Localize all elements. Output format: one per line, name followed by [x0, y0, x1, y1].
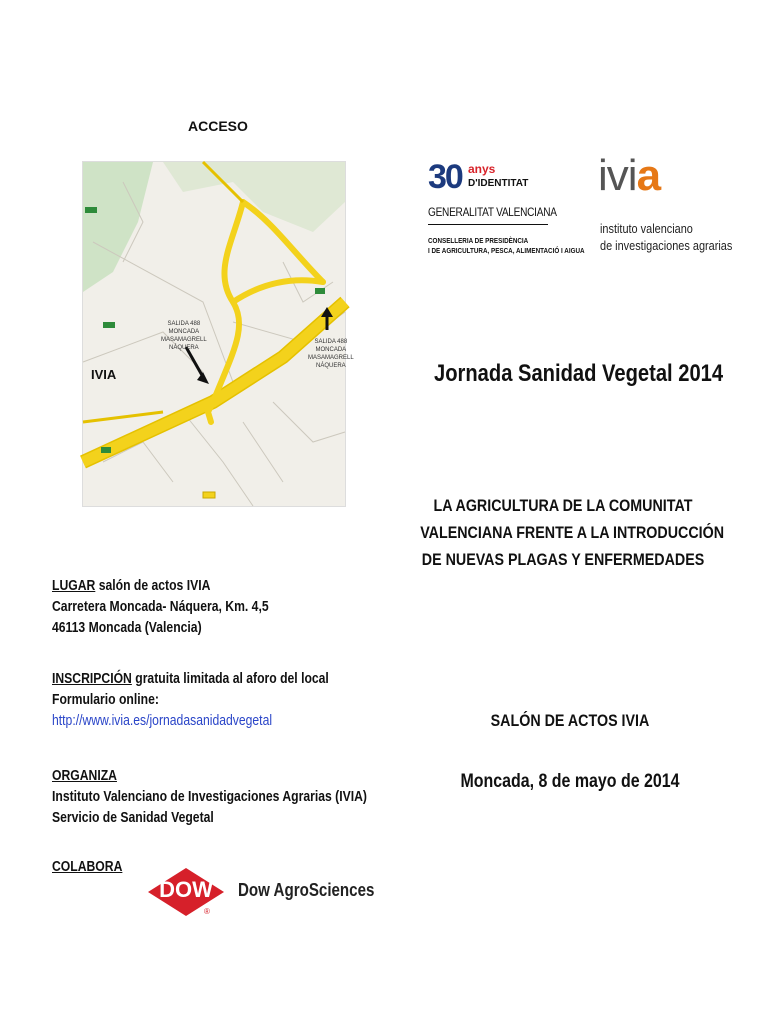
colabora-label: COLABORA: [52, 859, 123, 875]
event-title: Jornada Sanidad Vegetal 2014: [434, 360, 724, 387]
inscripcion-section: INSCRIPCIÓN gratuita limitada al aforo del local Formulario online: http://www.ivia.es/jornadasanidadvegetal: [52, 671, 329, 729]
lugar-label: LUGAR: [52, 578, 96, 594]
gv-conselleria-line2: I DE AGRICULTURA, PESCA, ALIMENTACIÓ I AIGUA: [428, 246, 585, 255]
ivia-wordmark: ivia: [598, 151, 661, 200]
gv-name: GENERALITAT VALENCIANA: [428, 205, 557, 219]
event-venue: SALÓN DE ACTOS IVIA: [490, 711, 650, 730]
access-heading: ACCESO: [188, 118, 248, 134]
gv-number: 30: [428, 158, 462, 196]
organiza-line2: Servicio de Sanidad Vegetal: [52, 810, 214, 826]
lugar-address: Carretera Moncada- Náquera, Km. 4,5: [52, 599, 269, 615]
event-subtitle: LA AGRICULTURA DE LA COMUNITAT VALENCIANA FRENTE A LA INTRODUCCIÓN DE NUEVAS PLAGAS Y ENFERMEDADES: [420, 496, 725, 569]
map-ivia-label: IVIA: [91, 367, 117, 382]
lugar-section: LUGAR salón de actos IVIA Carretera Moncada- Náquera, Km. 4,5 46113 Moncada (Valencia): [52, 576, 269, 639]
dow-agrosciences-text: Dow AgroSciences: [238, 880, 375, 900]
inscripcion-label: INSCRIPCIÓN: [52, 671, 132, 687]
event-date: Moncada, 8 de mayo de 2014: [460, 771, 680, 792]
ivia-line2: de investigaciones agrarias: [600, 238, 733, 253]
organiza-section: [52, 766, 367, 829]
organiza-line1: Instituto Valenciano de Investigaciones Agrarias (IVIA): [52, 789, 367, 805]
generalitat-logo: [426, 158, 585, 260]
gv-identitat: D'IDENTITAT: [468, 178, 529, 189]
lugar-city: 46113 Moncada (Valencia): [52, 620, 202, 636]
gv-conselleria-line1: CONSELLERIA DE PRESIDÈNCIA: [428, 236, 529, 245]
access-map: [82, 161, 354, 507]
map-exit-label-right: SALIDA 488 MONCADA MASAMAGRELL NÁQUERA: [308, 339, 354, 369]
gv-anys: anys: [468, 162, 496, 176]
ivia-line1: instituto valenciano: [600, 221, 693, 236]
registered-icon: ®: [204, 907, 210, 916]
gv-divider: [428, 224, 548, 225]
dow-text: DOW: [159, 877, 213, 902]
map-exit-label-left: SALIDA 488 MONCADA MASAMAGRELL NÁQUERA: [161, 321, 207, 351]
inscripcion-link[interactable]: http://www.ivia.es/jornadasanidadvegetal: [52, 713, 273, 729]
dow-logo: [146, 866, 375, 920]
inscripcion-form-label: Formulario online:: [52, 692, 159, 708]
ivia-logo: [598, 151, 733, 255]
colabora-section: [52, 857, 122, 878]
organiza-label: ORGANIZA: [52, 768, 117, 784]
